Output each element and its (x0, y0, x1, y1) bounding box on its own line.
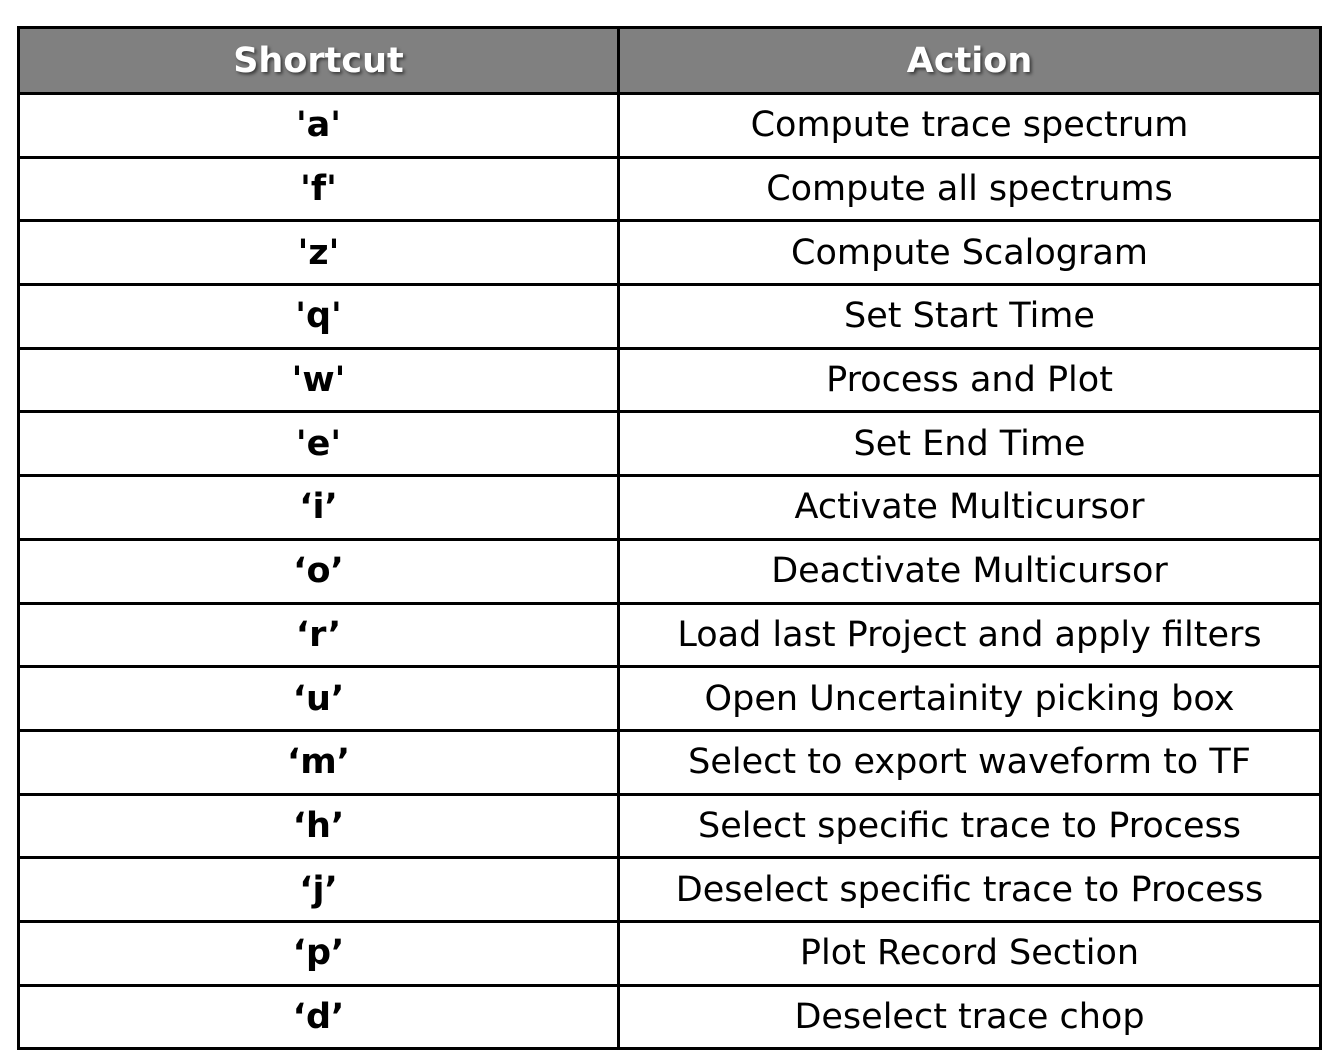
table-row (19, 221, 1321, 285)
table-row (19, 985, 1321, 1049)
shortcut-key: ‘p’ (19, 921, 619, 985)
shortcut-key: 'z' (19, 221, 619, 285)
shortcut-action: Compute Scalogram (619, 221, 1321, 285)
table-row (19, 539, 1321, 603)
table-row (19, 412, 1321, 476)
shortcut-action: Deselect trace chop (619, 985, 1321, 1049)
shortcut-action: Set Start Time (619, 285, 1321, 349)
shortcut-column-header: Shortcut (19, 28, 619, 94)
shortcut-action: Deselect specific trace to Process (619, 858, 1321, 922)
table-row (19, 285, 1321, 349)
table-row (19, 94, 1321, 158)
shortcut-key: ‘m’ (19, 730, 619, 794)
shortcut-key: ‘d’ (19, 985, 619, 1049)
table-row (19, 476, 1321, 540)
table-header (19, 28, 1321, 94)
shortcut-key: 'e' (19, 412, 619, 476)
table-row (19, 794, 1321, 858)
table-row (19, 921, 1321, 985)
shortcut-action: Set End Time (619, 412, 1321, 476)
shortcut-table (17, 26, 1322, 1050)
shortcut-table-container (17, 26, 1319, 1050)
shortcut-action: Open Uncertainity picking box (619, 667, 1321, 731)
shortcut-key: ‘i’ (19, 476, 619, 540)
shortcut-key: ‘u’ (19, 667, 619, 731)
shortcut-action: Select specific trace to Process (619, 794, 1321, 858)
table-row (19, 730, 1321, 794)
shortcut-action: Deactivate Multicursor (619, 539, 1321, 603)
shortcut-key: ‘r’ (19, 603, 619, 667)
shortcut-action: Select to export waveform to TF (619, 730, 1321, 794)
table-row (19, 667, 1321, 731)
shortcut-key: ‘o’ (19, 539, 619, 603)
shortcut-key: 'f' (19, 157, 619, 221)
shortcut-action: Load last Project and apply filters (619, 603, 1321, 667)
table-body (19, 94, 1321, 1049)
shortcut-key: ‘j’ (19, 858, 619, 922)
table-row (19, 348, 1321, 412)
table-row (19, 603, 1321, 667)
shortcut-action: Activate Multicursor (619, 476, 1321, 540)
shortcut-key: ‘h’ (19, 794, 619, 858)
table-row (19, 157, 1321, 221)
shortcut-action: Compute all spectrums (619, 157, 1321, 221)
shortcut-key: 'w' (19, 348, 619, 412)
action-column-header: Action (619, 28, 1321, 94)
shortcut-key: 'q' (19, 285, 619, 349)
header-row (19, 28, 1321, 94)
shortcut-key: 'a' (19, 94, 619, 158)
shortcut-action: Plot Record Section (619, 921, 1321, 985)
shortcut-action: Process and Plot (619, 348, 1321, 412)
table-row (19, 858, 1321, 922)
shortcut-action: Compute trace spectrum (619, 94, 1321, 158)
